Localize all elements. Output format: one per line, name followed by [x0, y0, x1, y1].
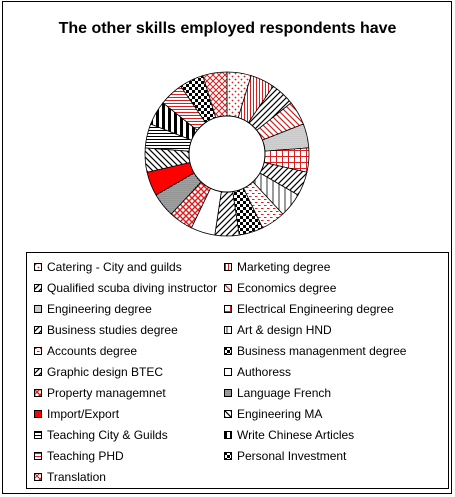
legend-label: Art & design HND [237, 323, 332, 337]
legend-swatch [224, 305, 232, 313]
legend-label: Accounts degree [47, 344, 138, 358]
legend-swatch [224, 326, 232, 334]
legend [26, 252, 449, 489]
legend-swatch [224, 452, 232, 460]
legend-label: Economics degree [237, 281, 337, 295]
legend-swatch [34, 263, 42, 271]
legend-swatch [34, 305, 42, 313]
legend-label: Teaching PHD [47, 449, 124, 463]
legend-label: Language French [237, 386, 332, 400]
legend-label: Graphic design BTEC [47, 365, 164, 379]
legend-label: Engineering MA [237, 407, 323, 421]
legend-swatch [34, 368, 42, 376]
legend-swatch [34, 473, 42, 481]
legend-swatch [224, 368, 232, 376]
legend-label: Write Chinese Articles [237, 428, 355, 442]
legend-swatch [224, 263, 232, 271]
donut-hole [189, 116, 265, 192]
legend-swatch [224, 347, 232, 355]
legend-label: Import/Export [47, 407, 120, 421]
legend-swatch [34, 431, 42, 439]
legend-swatch [34, 326, 42, 334]
legend-swatch [224, 389, 232, 397]
legend-label: Marketing degree [237, 260, 331, 274]
legend-swatch [34, 410, 42, 418]
legend-swatch [224, 410, 232, 418]
legend-label: Property managemnet [47, 386, 166, 400]
legend-label: Authoress [237, 365, 292, 379]
legend-label: Electrical Engineering degree [237, 302, 394, 316]
legend-label: Qualified scuba diving instructor [47, 281, 218, 295]
legend-swatch [34, 284, 42, 292]
legend-label: Catering - City and guilds [47, 260, 182, 274]
legend-label: Business studies degree [47, 323, 178, 337]
legend-label: Translation [47, 470, 106, 484]
legend-label: Engineering degree [47, 302, 152, 316]
legend-swatch [34, 389, 42, 397]
legend-swatch [34, 452, 42, 460]
legend-swatch [224, 431, 232, 439]
legend-label: Business managenment degree [237, 344, 407, 358]
legend-swatch [34, 347, 42, 355]
legend-swatch [224, 284, 232, 292]
legend-label: Personal Investment [237, 449, 347, 463]
legend-label: Teaching City & Guilds [47, 428, 168, 442]
chart-title: The other skills employed respondents have [58, 20, 397, 37]
